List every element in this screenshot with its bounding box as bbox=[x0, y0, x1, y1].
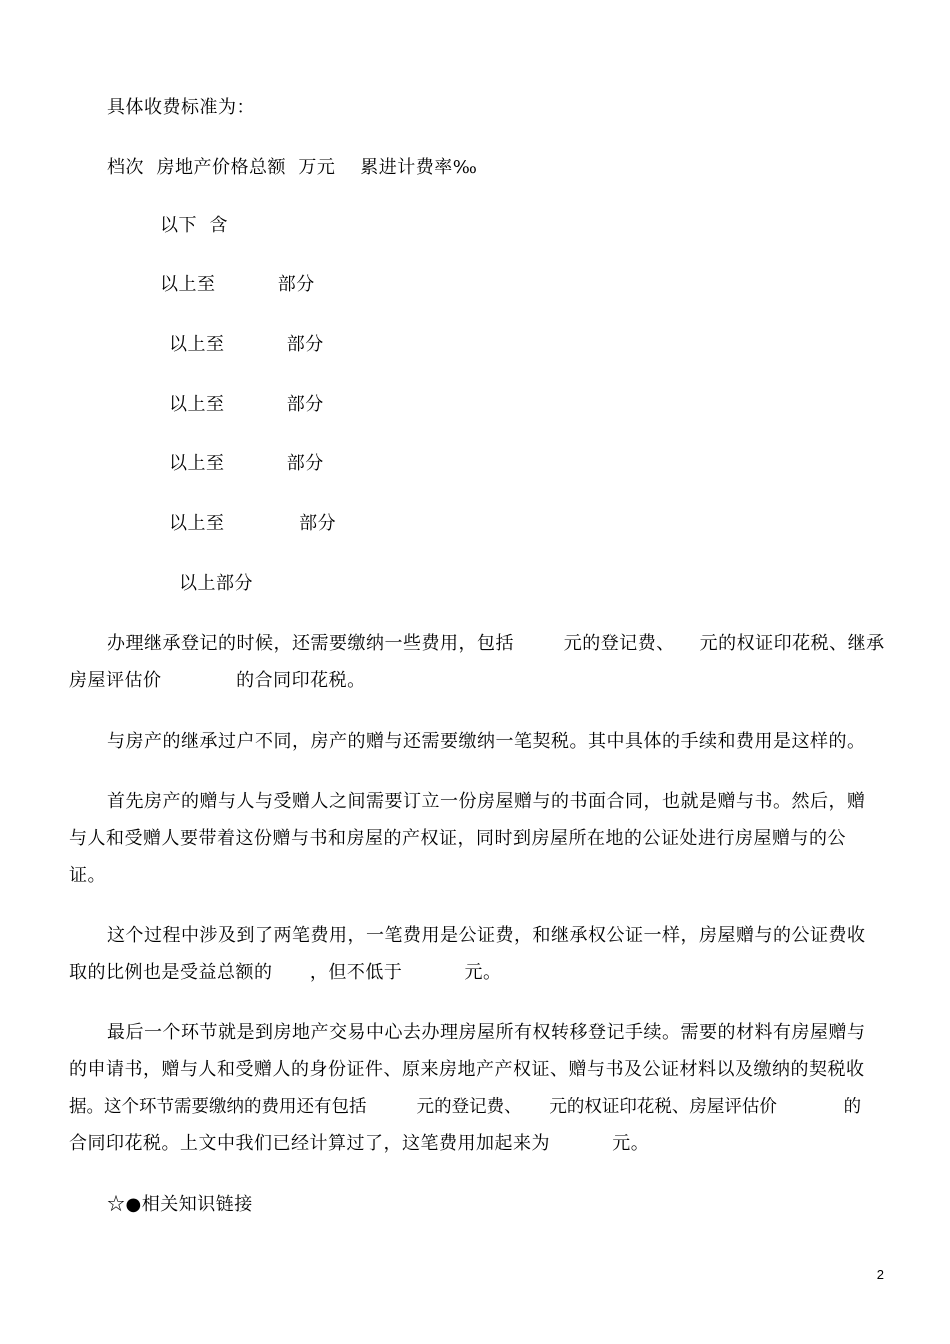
paragraph-line: 据。这个环节需要缴纳的费用还有包括 元的登记费、 元的权证印花税、房屋评估价 的 bbox=[69, 1097, 862, 1117]
paragraph-line: 证。 bbox=[69, 865, 106, 886]
table-row: 以上至 部分 bbox=[169, 513, 337, 534]
link-title: ☆●相关知识链接 bbox=[107, 1194, 253, 1215]
paragraph-line: 这个过程中涉及到了两笔费用，一笔费用是公证费，和继承权公证一样，房屋赠与的公证费收 bbox=[107, 925, 866, 946]
table-row: 以上至 部分 bbox=[169, 394, 324, 415]
heading: 具体收费标准为： bbox=[107, 97, 255, 118]
table-row: 以上至 部分 bbox=[169, 334, 324, 355]
paragraph-line: 最后一个环节就是到房地产交易中心去办理房屋所有权转移登记手续。需要的材料有房屋赠与 bbox=[107, 1022, 866, 1043]
paragraph-line: 合同印花税。上文中我们已经计算过了，这笔费用加起来为 元。 bbox=[69, 1133, 650, 1154]
table-row: 以下 含 bbox=[160, 215, 228, 236]
table-row: 以上至 部分 bbox=[169, 453, 324, 474]
table-header: 档次 房地产价格总额 万元 累进计费率‰ bbox=[107, 157, 478, 178]
paragraph-line: 办理继承登记的时候，还需要缴纳一些费用，包括 元的登记费、 元的权证印花税、继承 bbox=[107, 633, 885, 654]
paragraph-line: 与人和受赠人要带着这份赠与书和房屋的产权证，同时到房屋所在地的公证处进行房屋赠与的公 bbox=[69, 828, 846, 849]
paragraph-line: 与房产的继承过户不同，房产的赠与还需要缴纳一笔契税。其中具体的手续和费用是这样的。 bbox=[107, 731, 866, 752]
paragraph-line: 首先房产的赠与人与受赠人之间需要订立一份房屋赠与的书面合同，也就是赠与书。然后，赠 bbox=[107, 791, 866, 812]
table-row: 以上部分 bbox=[179, 573, 253, 594]
table-row: 以上至 部分 bbox=[160, 274, 315, 295]
page-number: 2 bbox=[876, 1267, 884, 1282]
paragraph-line: 房屋评估价 的合同印花税。 bbox=[69, 670, 366, 691]
paragraph-line: 取的比例也是受益总额的 ，但不低于 元。 bbox=[69, 962, 502, 983]
paragraph-line: 的申请书，赠与人和受赠人的身份证件、原来房地产产权证、赠与书及公证材料以及缴纳的契税收 bbox=[69, 1059, 865, 1080]
